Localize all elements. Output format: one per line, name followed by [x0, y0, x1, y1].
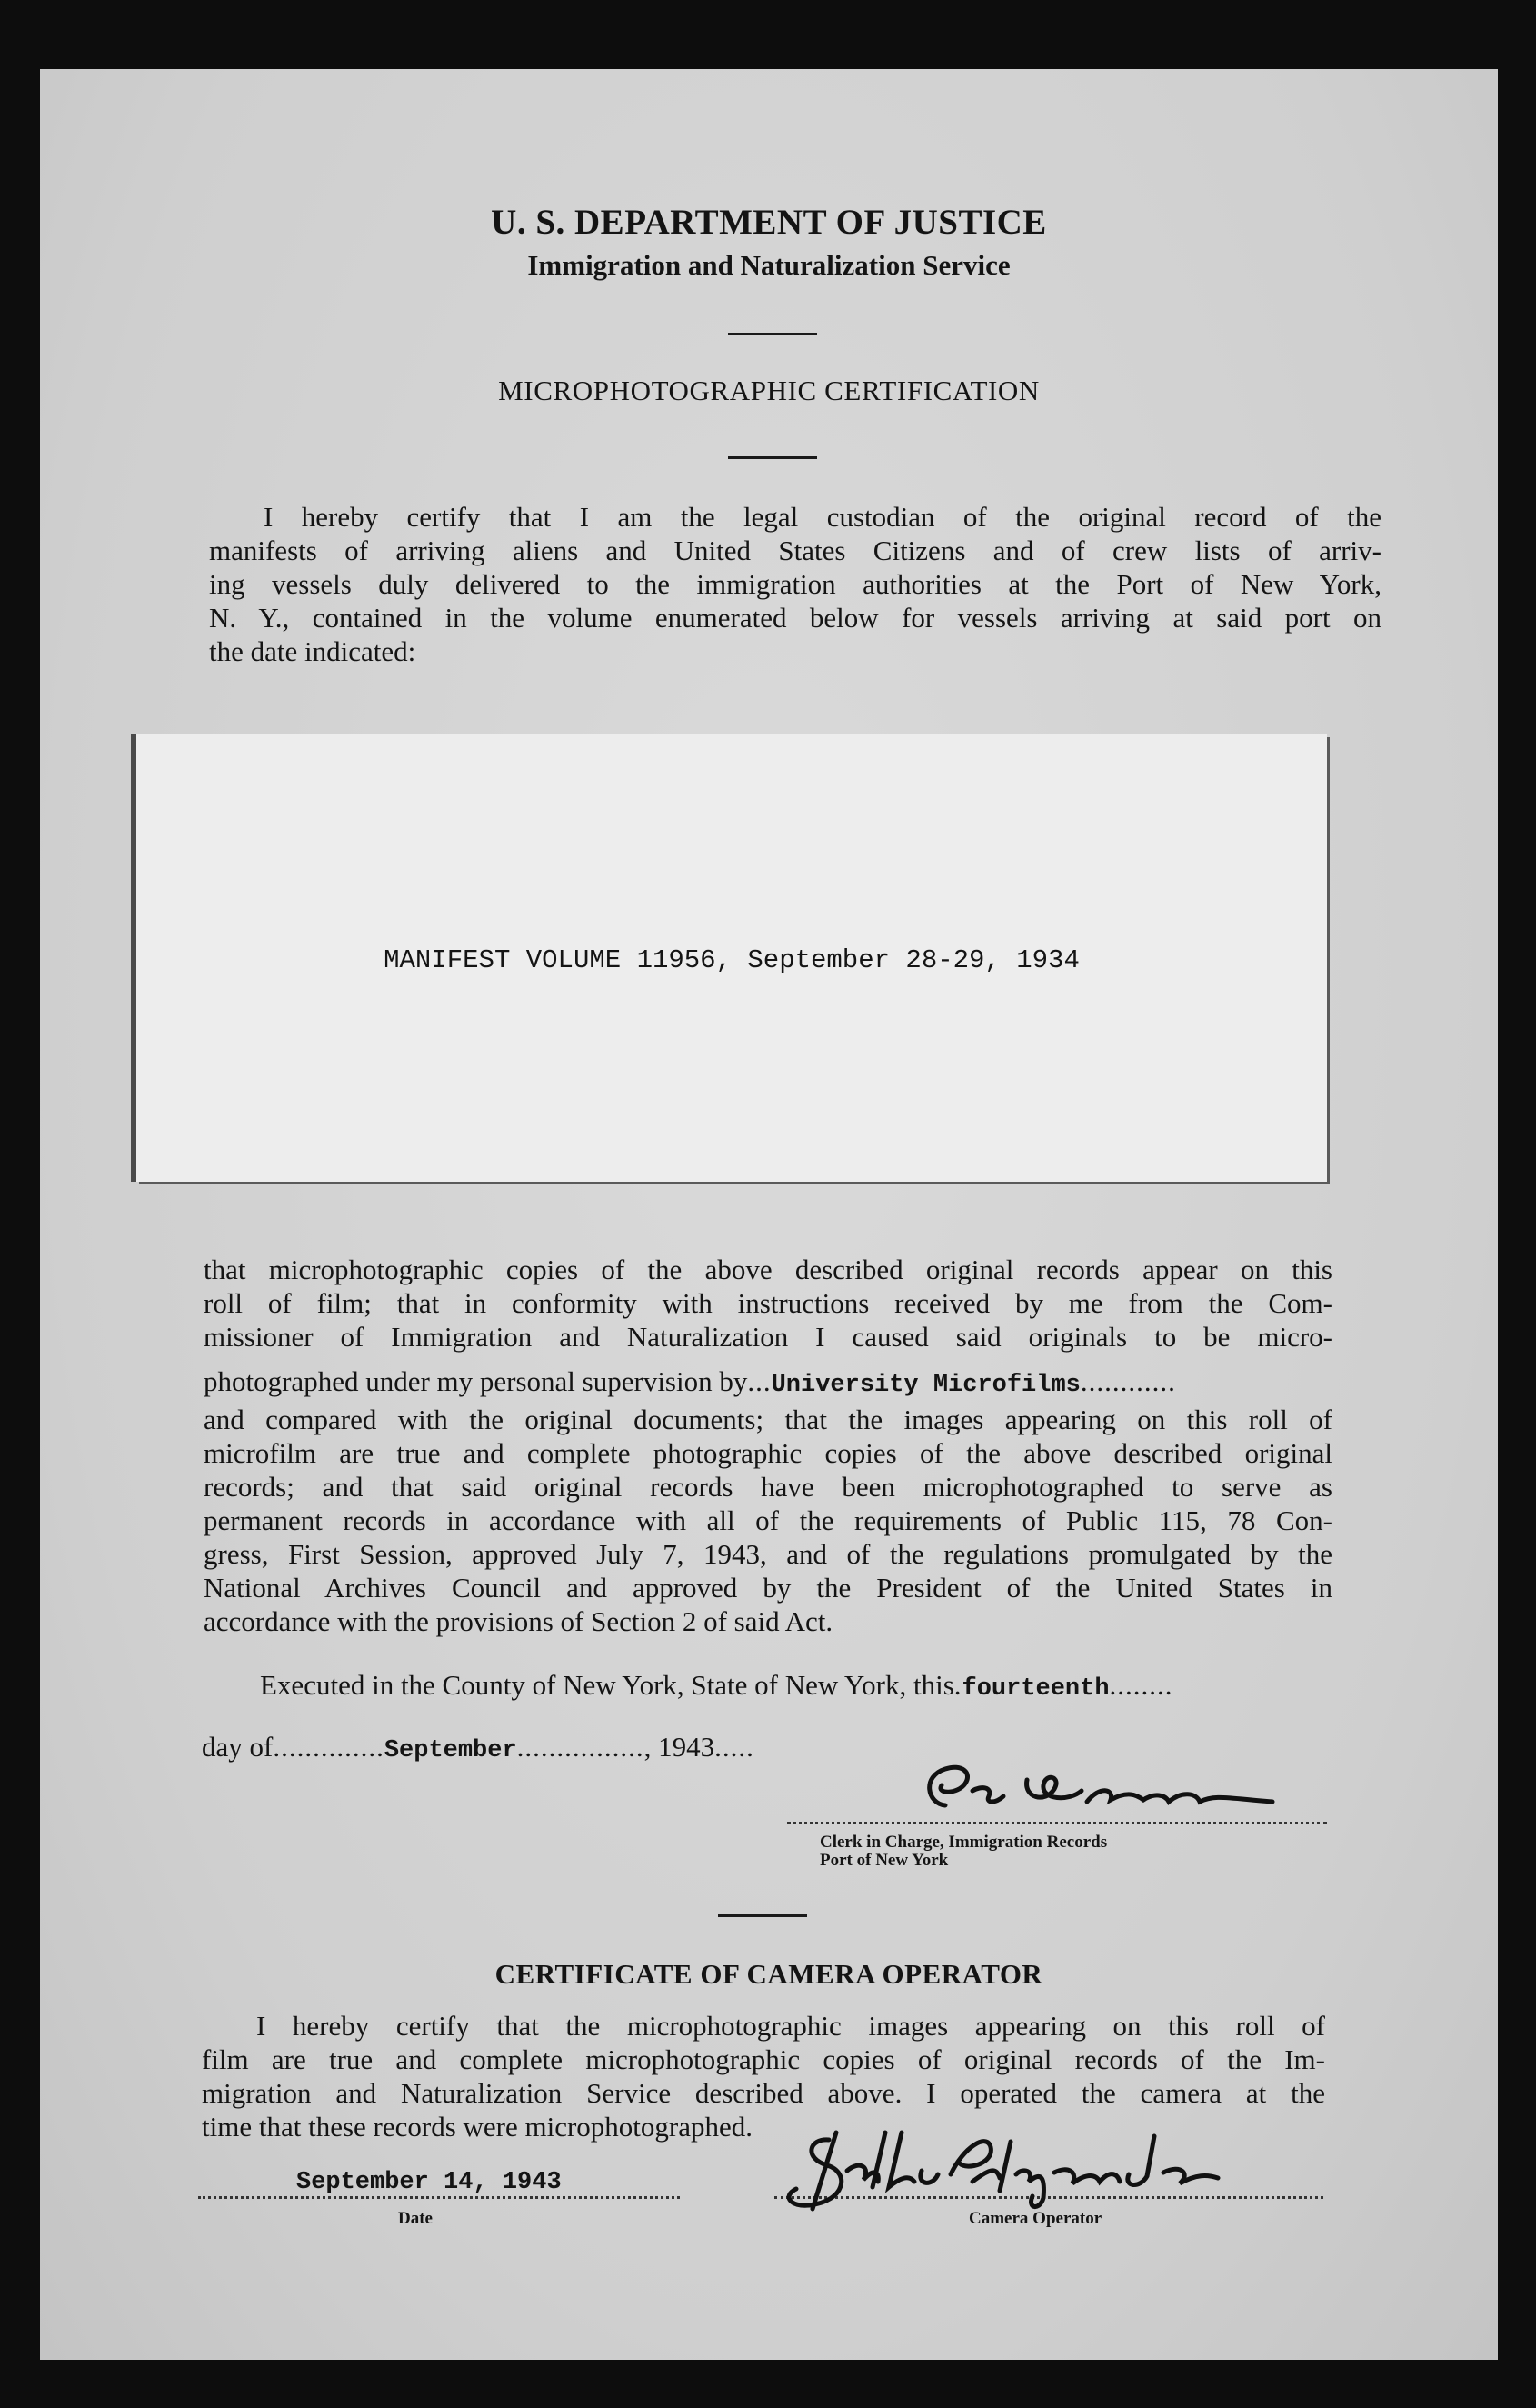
body-line: accordance with the provisions of Section 2 of said Act.	[204, 1605, 833, 1637]
supervision-prefix: photographed under my personal supervision by	[204, 1365, 748, 1397]
day-of-label: day of	[202, 1731, 274, 1763]
intro-line: I hereby certify that I am the legal custodian of the original record of the	[264, 501, 1381, 533]
certification-title: MICROPHOTOGRAPHIC CERTIFICATION	[498, 375, 1040, 406]
camera-certificate-title: CERTIFICATE OF CAMERA OPERATOR	[494, 1958, 1043, 1990]
divider-3	[718, 1914, 807, 1917]
body-line: and compared with the original documents; that the images appearing on this roll of	[204, 1404, 1332, 1435]
intro-paragraph	[209, 500, 1381, 668]
camera-line: time that these records were microphotographed.	[202, 2111, 753, 2143]
clerk-title-line2: Port of New York	[820, 1851, 949, 1870]
body-paragraph	[204, 1253, 1332, 1638]
year-prefix: , 194	[643, 1731, 701, 1763]
body-line: gress, First Session, approved July 7, 1943, and of the regulations promulgated by the	[204, 1538, 1332, 1570]
body-line: microfilm are true and complete photographic copies of the above described original	[204, 1437, 1332, 1469]
dot-leader: ...	[747, 1365, 772, 1397]
execution-day: fourteenth	[962, 1675, 1110, 1703]
execution-month: September	[384, 1737, 517, 1764]
year-suffix: 3	[700, 1731, 715, 1763]
date-line	[202, 1731, 754, 1764]
camera-line: migration and Naturalization Service described above. I operated the camera at the	[202, 2077, 1325, 2109]
body-line: National Archives Council and approved by the President of the United States in	[204, 1572, 1332, 1604]
manifest-volume-text: MANIFEST VOLUME 11956, September 28-29, 1934	[384, 945, 1080, 975]
body-line: records; and that said original records have been microphotographed to serve as	[204, 1471, 1332, 1503]
camera-date-value: September 14, 1943	[296, 2169, 562, 2196]
camera-operator-signature	[773, 2114, 1282, 2214]
dot-leader: ..............	[273, 1731, 384, 1763]
manifest-volume-card	[136, 734, 1327, 1182]
dot-leader: ........	[1109, 1669, 1173, 1701]
body-line: missioner of Immigration and Naturalization I caused said originals to be micro-	[204, 1321, 1332, 1353]
dot-leader: .....	[714, 1731, 754, 1763]
divider-top	[728, 333, 817, 335]
dot-leader: .	[953, 1669, 962, 1701]
department-heading: U. S. DEPARTMENT OF JUSTICE	[491, 203, 1047, 242]
dot-leader: ............	[1080, 1365, 1176, 1397]
intro-line: N. Y., contained in the volume enumerated below for vessels arriving at said port on	[209, 602, 1381, 634]
body-line: that microphotographic copies of the above described original records appear on this	[204, 1254, 1332, 1285]
intro-line: ing vessels duly delivered to the immigration authorities at the Port of New York,	[209, 568, 1381, 600]
intro-line: manifests of arriving aliens and United States Citizens and of crew lists of arriv-	[209, 535, 1381, 566]
service-subheading: Immigration and Naturalization Service	[527, 249, 1011, 281]
execution-prefix: Executed in the County of New York, State of New York, this	[260, 1669, 954, 1701]
date-signature-line	[198, 2196, 680, 2199]
dot-leader: ................	[516, 1731, 644, 1763]
operator-label: Camera Operator	[969, 2209, 1102, 2228]
execution-line	[260, 1669, 1173, 1703]
supervision-line	[204, 1364, 1332, 1403]
camera-line: film are true and complete microphotographic copies of original records of the Im-	[202, 2043, 1325, 2075]
clerk-signature	[909, 1749, 1291, 1831]
body-line: roll of film; that in conformity with instructions received by me from the Com-	[204, 1287, 1332, 1319]
camera-line: I hereby certify that the microphotographic images appearing on this roll of	[256, 2010, 1325, 2042]
clerk-title-line1: Clerk in Charge, Immigration Records	[820, 1833, 1108, 1852]
divider-2	[728, 456, 817, 459]
intro-line: the date indicated:	[209, 635, 416, 667]
supervisor-name: University Microfilms	[771, 1372, 1081, 1399]
body-line: permanent records in accordance with all of the requirements of Public 115, 78 Con-	[204, 1504, 1332, 1536]
date-label: Date	[398, 2209, 433, 2228]
